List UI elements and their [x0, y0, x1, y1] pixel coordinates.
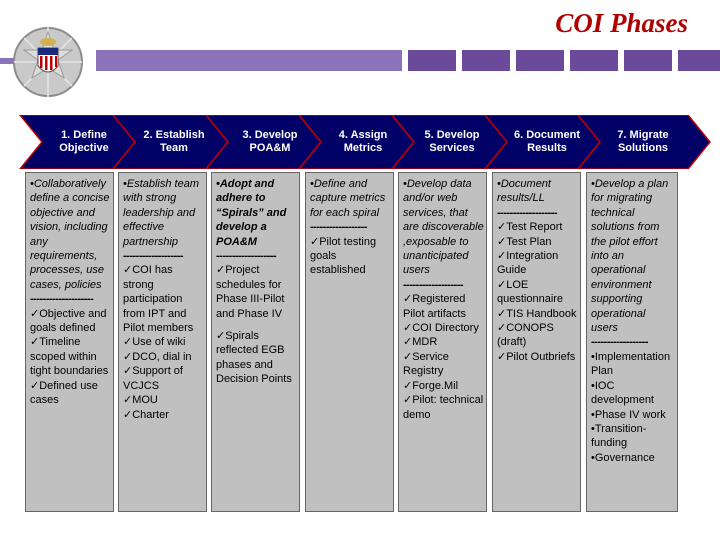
column-separator: ------------------	[591, 336, 648, 349]
list-item: •Implementation Plan	[591, 350, 671, 378]
list-item: ✓MDR	[403, 336, 438, 349]
column-description: •Collaboratively define a concise objective and vision, including any requirements, processes, use cases, policies	[30, 178, 110, 291]
phase-column-7	[586, 172, 678, 512]
phase-column-2	[118, 172, 207, 512]
phase-label-3: 3. Develop POA&M	[242, 129, 298, 154]
list-item: ✓TIS Handbook	[497, 307, 577, 320]
page-title: COI Phases	[555, 8, 688, 38]
column-separator: --------------------	[30, 293, 94, 306]
list-item: ✓Charter	[123, 408, 169, 421]
list-item: •Transition-funding	[591, 422, 647, 450]
phase-label-4: 4. Assign Metrics	[338, 129, 388, 154]
list-item: ✓Integration Guide	[497, 250, 559, 277]
list-item: ✓Pilot testing goals established	[310, 235, 377, 277]
column-separator: -------------------	[403, 278, 464, 291]
phase-column-4	[305, 172, 394, 512]
list-item: ✓Service Registry	[403, 350, 449, 378]
list-item: ✓LOE questionnaire	[497, 278, 564, 306]
list-item: ✓Pilot Outbriefs	[497, 350, 576, 363]
header-band	[96, 50, 402, 71]
list-item: •IOC development	[591, 379, 654, 407]
phase-label-6: 6. Document Results	[513, 129, 580, 154]
phase-label-7: 7. Migrate Solutions	[617, 129, 669, 154]
phase-label-1: 1. Define Objective	[59, 129, 109, 154]
column-description: •Develop a plan for migrating technical solutions from the pilot effort into an operational environment supporting operational users	[591, 178, 669, 335]
phase-label-5: 5. Develop Services	[424, 129, 480, 154]
list-item: ✓Test Plan	[497, 235, 552, 248]
list-item: ✓Project schedules for Phase III-Pilot and Phase IV	[216, 264, 285, 320]
column-separator: -------------------	[123, 250, 184, 263]
list-item: ✓MOU	[123, 394, 158, 407]
phase-column-5	[398, 172, 487, 512]
list-item: •Governance	[591, 451, 655, 464]
column-description: •Develop data and/or web services, that are discoverable ,exposable to unanticipated users	[403, 178, 484, 277]
list-item: ✓Spirals reflected EGB phases and Decision Points	[216, 330, 292, 386]
list-item: ✓COI Directory	[403, 322, 479, 335]
list-item: ✓CONOPS (draft)	[497, 322, 554, 349]
column-separator: ------------------	[310, 221, 367, 234]
list-item: ✓DCO, dial in	[123, 350, 192, 363]
phase-column-1	[25, 172, 114, 512]
column-description: •Adopt and adhere to “Spirals” and develop a POA&M	[216, 178, 287, 248]
header-band-blocks	[408, 50, 720, 71]
phase-column-6	[492, 172, 581, 512]
column-description: •Document results/LL	[497, 178, 551, 205]
list-item: ✓Timeline scoped within tight boundaries	[30, 336, 109, 378]
list-item: ✓Registered Pilot artifacts	[403, 293, 466, 320]
list-item: ✓Use of wiki	[123, 336, 186, 349]
list-item: ✓COI has strong participation from IPT and Pilot members	[123, 264, 194, 335]
column-description: •Define and capture metrics for each spiral	[310, 178, 386, 219]
list-item: ✓Test Report	[497, 221, 563, 234]
list-item: ✓Support of VCJCS	[123, 365, 183, 392]
phase-label-2: 2. Establish Team	[143, 129, 205, 154]
column-separator: -------------------	[216, 250, 277, 263]
phase-column-3	[211, 172, 300, 512]
list-item: ✓Defined use cases	[30, 379, 98, 407]
list-item: •Phase IV work	[591, 408, 666, 421]
joint-chiefs-seal-icon	[10, 22, 86, 102]
list-item: ✓Forge.Mil	[403, 379, 459, 392]
column-description: •Establish team with strong leadership and effective partnership	[123, 178, 199, 248]
column-separator: -------------------	[497, 206, 558, 219]
list-item: ✓Pilot: technical demo	[403, 394, 484, 421]
list-item: ✓Objective and goals defined	[30, 307, 107, 335]
